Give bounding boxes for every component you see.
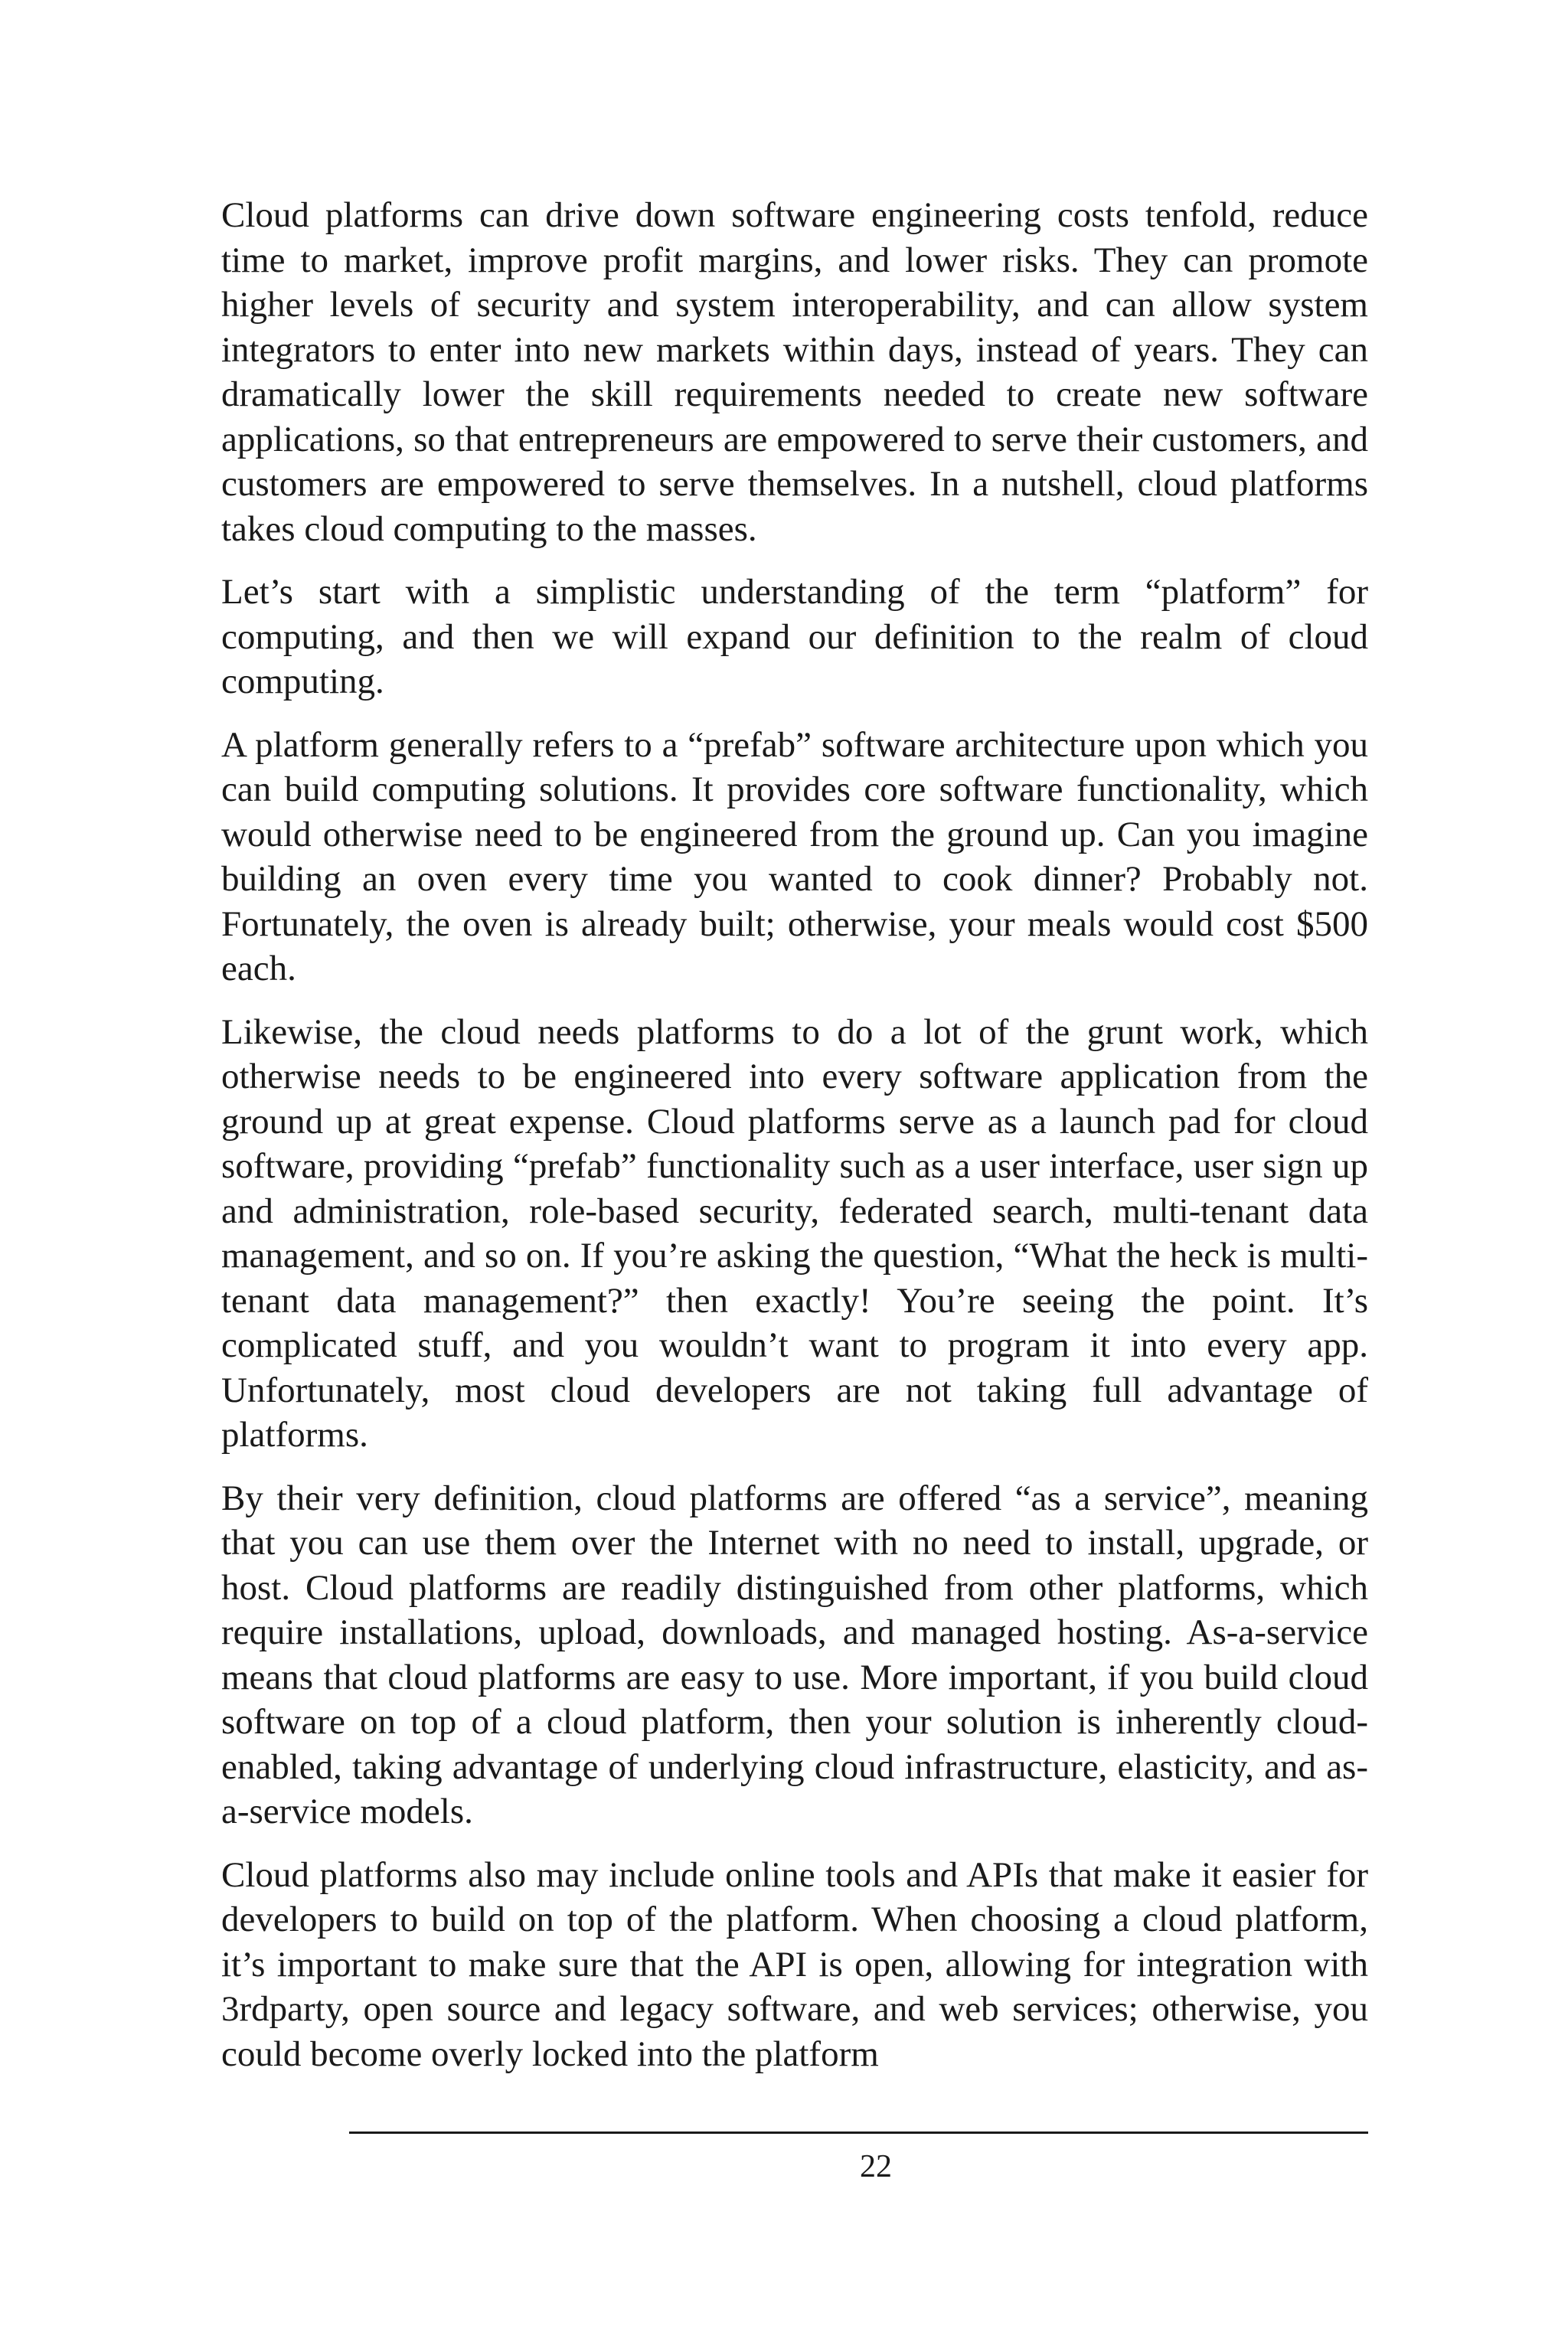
body-text [221, 193, 1368, 2095]
paragraph-2: Let’s start with a simplistic understanding of the term “platform” for computing, and then we will expand our definition to the realm of cloud computing. [221, 572, 1368, 701]
page-number: 22 [860, 2149, 892, 2184]
paragraph-5: By their very definition, cloud platforms are offered “as a service”, meaning that you can use them over the Internet with no need to install, upgrade, or host. Cloud platforms are readily distinguished from other platforms, which require installations, upload, downloads, and managed hosting. As-a-service means that cloud platforms are easy to use. More important, if you build cloud software on top of a cloud platform, then your solution is inherently cloud-enabled, taking advantage of underlying cloud infrastructure, elasticity, and as-a-service models. [221, 1478, 1368, 1831]
paragraph-1: Cloud platforms can drive down software engineering costs tenfold, reduce time to market, improve profit margins, and lower risks. They can promote higher levels of security and system interoperability, and can allow system integrators to enter into new markets within days, instead of years. They can dramatically lower the skill requirements needed to create new software applications, so that entrepreneurs are empowered to serve their customers, and customers are empowered to serve themselves. In a nutshell, cloud platforms takes cloud computing to the masses. [221, 195, 1368, 549]
paragraph-6: Cloud platforms also may include online tools and APIs that make it easier for developers to build on top of the platform. When choosing a cloud platform, it’s important to make sure that the API is open, allowing for integration with 3rdparty, open source and legacy software, and web services; otherwise, you could become overly locked into the platform [221, 1854, 1368, 2074]
footer-divider [349, 2132, 1368, 2134]
paragraph-3: A platform generally refers to a “prefab” software architecture upon which you can build computing solutions. It provides core software functionality, which would otherwise need to be engineered from the ground up. Can you imagine building an oven every time you wanted to cook dinner? Probably not. Fortunately, the oven is already built; otherwise, your meals would cost $500 each. [221, 724, 1368, 988]
paragraph-4: Likewise, the cloud needs platforms to do a lot of the grunt work, which otherwise needs to be engineered into every software application from the ground up at great expense. Cloud platforms serve as a launch pad for cloud software, providing “prefab” functionality such as a user interface, user sign up and administration, role-based security, federated search, multi-tenant data management, and so on. If you’re asking the question, “What the heck is multi-tenant data management?” then exactly! You’re seeing the point. It’s complicated stuff, and you wouldn’t want to program it into every app. Unfortunately, most cloud developers are not taking full advantage of platforms. [221, 1011, 1368, 1455]
